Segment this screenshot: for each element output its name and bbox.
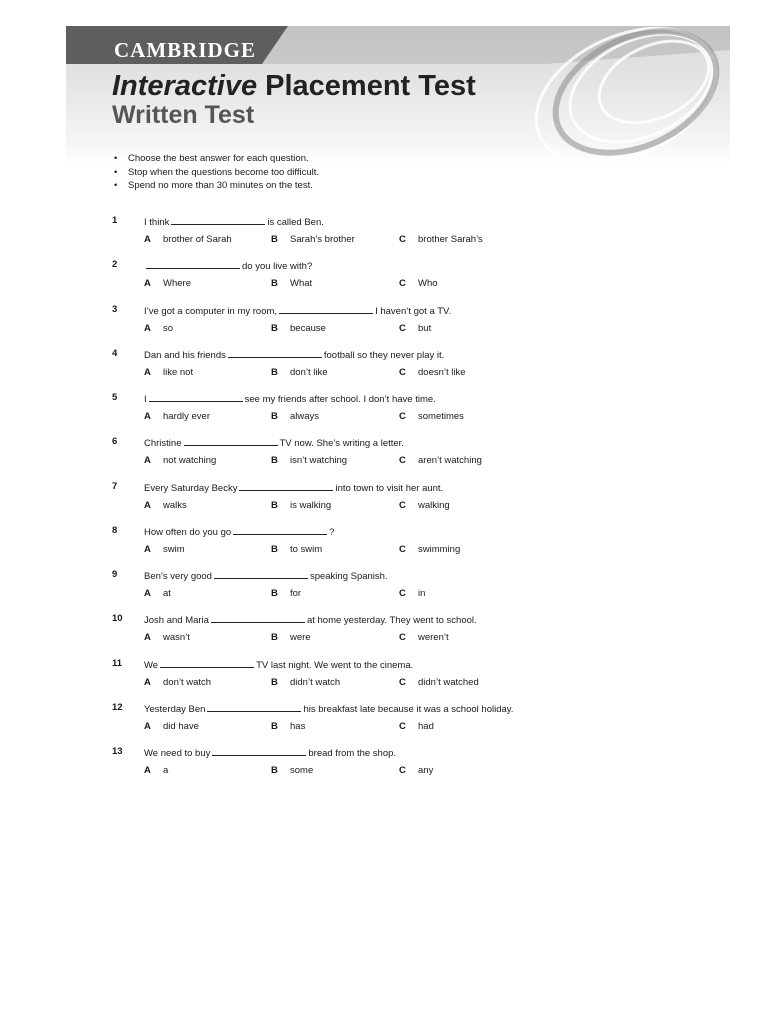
question-text-after: do you live with? xyxy=(242,261,313,272)
option-letter: B xyxy=(271,500,278,511)
instruction-item: • Stop when the questions become too difficult. xyxy=(112,166,319,180)
question-number: 12 xyxy=(112,702,123,713)
option-letter: A xyxy=(144,234,151,245)
option-letter: B xyxy=(271,234,278,245)
brand-logo: CAMBRIDGE xyxy=(114,38,257,62)
option-text: swimming xyxy=(418,544,461,555)
option-letter: B xyxy=(271,367,278,378)
question-text-before: Christine xyxy=(144,438,182,449)
question-number: 4 xyxy=(112,348,118,359)
option-text: at xyxy=(163,588,171,599)
question-text-after: ? xyxy=(329,527,335,538)
option-text: walking xyxy=(418,500,450,511)
option-b[interactable] xyxy=(271,411,319,422)
option-letter: B xyxy=(271,677,278,688)
option-text: Sarah’s brother xyxy=(290,234,355,245)
option-text: any xyxy=(418,765,434,776)
question-text xyxy=(144,525,334,538)
question-text-after: his breakfast late because it was a school holiday. xyxy=(303,704,514,715)
question-item xyxy=(0,746,768,786)
option-letter: A xyxy=(144,765,151,776)
option-letter: C xyxy=(399,677,406,688)
option-letter: B xyxy=(271,323,278,334)
question-text xyxy=(144,746,396,759)
option-a[interactable] xyxy=(144,632,190,643)
option-c[interactable] xyxy=(399,544,460,555)
option-text: Where xyxy=(163,278,191,289)
option-b[interactable] xyxy=(271,721,305,732)
option-c[interactable] xyxy=(399,677,479,688)
question-text-before: Dan and his friends xyxy=(144,350,226,361)
title-italic: Interactive xyxy=(112,70,258,102)
option-letter: C xyxy=(399,765,406,776)
question-number: 5 xyxy=(112,392,118,403)
option-letter: A xyxy=(144,367,151,378)
option-b[interactable] xyxy=(271,588,301,599)
question-text-after: speaking Spanish. xyxy=(309,571,388,582)
question-item xyxy=(0,436,768,476)
option-text: wasn’t xyxy=(163,632,190,643)
option-text: Who xyxy=(418,278,438,289)
option-text: a xyxy=(163,765,169,776)
option-b[interactable] xyxy=(271,765,313,776)
option-b[interactable] xyxy=(271,234,355,245)
question-text-before: I xyxy=(144,394,147,405)
question-text xyxy=(144,215,324,228)
option-text: don’t watch xyxy=(163,677,212,688)
option-letter: A xyxy=(144,500,151,511)
option-text: brother of Sarah xyxy=(163,234,232,245)
answer-blank xyxy=(212,746,306,756)
question-text-before: I think xyxy=(144,217,170,228)
question-text-before: How often do you go xyxy=(144,527,232,538)
option-b[interactable] xyxy=(271,278,312,289)
option-b[interactable] xyxy=(271,632,311,643)
answer-blank xyxy=(149,392,243,402)
question-item xyxy=(0,702,768,742)
option-letter: C xyxy=(399,544,406,555)
option-letter: A xyxy=(144,411,151,422)
question-text-before: Josh and Maria xyxy=(144,615,209,626)
option-b[interactable] xyxy=(271,544,322,555)
option-text: some xyxy=(290,765,314,776)
option-b[interactable] xyxy=(271,500,331,511)
question-item xyxy=(0,304,768,344)
question-text xyxy=(144,436,404,449)
option-text: don’t like xyxy=(290,367,328,378)
question-text xyxy=(144,392,436,405)
option-c[interactable] xyxy=(399,411,464,422)
title-rest: Placement Test xyxy=(257,70,476,102)
option-letter: C xyxy=(399,411,406,422)
question-text-after: is called Ben. xyxy=(267,217,324,228)
question-text-before: We need to buy xyxy=(144,748,211,759)
option-a[interactable] xyxy=(144,455,216,466)
question-number: 13 xyxy=(112,746,123,757)
option-text: to swim xyxy=(290,544,323,555)
question-text xyxy=(144,613,477,626)
question-item xyxy=(0,348,768,388)
option-letter: B xyxy=(271,544,278,555)
option-text: did have xyxy=(163,721,199,732)
question-item xyxy=(0,569,768,609)
answer-blank xyxy=(146,259,240,269)
option-letter: C xyxy=(399,632,406,643)
instruction-item: • Choose the best answer for each question. xyxy=(112,152,319,166)
question-item xyxy=(0,613,768,653)
answer-blank xyxy=(211,613,305,623)
option-letter: B xyxy=(271,278,278,289)
option-c[interactable] xyxy=(399,367,466,378)
instruction-item: • Spend no more than 30 minutes on the test. xyxy=(112,179,319,193)
option-a[interactable] xyxy=(144,765,168,776)
option-letter: C xyxy=(399,323,406,334)
option-letter: C xyxy=(399,367,406,378)
question-item xyxy=(0,481,768,521)
option-letter: A xyxy=(144,588,151,599)
option-text: but xyxy=(418,323,432,334)
option-text: like not xyxy=(163,367,194,378)
option-a[interactable] xyxy=(144,323,173,334)
question-number: 11 xyxy=(112,658,123,669)
option-a[interactable] xyxy=(144,278,191,289)
option-text: has xyxy=(290,721,306,732)
answer-blank xyxy=(171,215,265,225)
option-text: swim xyxy=(163,544,185,555)
answer-blank xyxy=(279,304,373,314)
option-letter: A xyxy=(144,721,151,732)
option-c[interactable] xyxy=(399,278,438,289)
option-text: is walking xyxy=(290,500,332,511)
option-a[interactable] xyxy=(144,411,210,422)
question-item xyxy=(0,392,768,432)
question-number: 9 xyxy=(112,569,118,580)
question-text-after: I haven’t got a TV. xyxy=(375,306,452,317)
option-b[interactable] xyxy=(271,367,328,378)
option-text: sometimes xyxy=(418,411,464,422)
option-a[interactable] xyxy=(144,588,171,599)
question-item xyxy=(0,259,768,299)
question-text-before: We xyxy=(144,660,159,671)
option-text: for xyxy=(290,588,302,599)
option-text: always xyxy=(290,411,320,422)
question-text-after: at home yesterday. They went to school. xyxy=(306,615,477,626)
question-text-before: Yesterday Ben xyxy=(144,704,206,715)
question-number: 2 xyxy=(112,259,118,270)
option-letter: B xyxy=(271,588,278,599)
option-c[interactable] xyxy=(399,765,433,776)
option-a[interactable] xyxy=(144,367,193,378)
option-letter: C xyxy=(399,234,406,245)
answer-blank xyxy=(239,481,333,491)
option-text: walks xyxy=(163,500,187,511)
option-text: in xyxy=(418,588,426,599)
question-text-before: Every Saturday Becky xyxy=(144,483,238,494)
option-text: not watching xyxy=(163,455,217,466)
option-letter: C xyxy=(399,278,406,289)
option-text: weren’t xyxy=(418,632,449,643)
option-text: hardly ever xyxy=(163,411,210,422)
option-letter: A xyxy=(144,455,151,466)
answer-blank xyxy=(233,525,327,535)
option-letter: A xyxy=(144,278,151,289)
question-text xyxy=(144,304,451,317)
instructions-list xyxy=(112,152,319,193)
question-text xyxy=(144,702,513,715)
option-c[interactable] xyxy=(399,455,482,466)
option-letter: B xyxy=(271,765,278,776)
question-text-after: see my friends after school. I don’t have time. xyxy=(244,394,436,405)
option-text: doesn’t like xyxy=(418,367,466,378)
option-c[interactable] xyxy=(399,323,431,334)
option-letter: A xyxy=(144,677,151,688)
question-number: 7 xyxy=(112,481,118,492)
question-text-after: into town to visit her aunt. xyxy=(335,483,444,494)
option-b[interactable] xyxy=(271,677,340,688)
option-text: What xyxy=(290,278,313,289)
option-letter: A xyxy=(144,323,151,334)
question-text-after: TV last night. We went to the cinema. xyxy=(256,660,414,671)
question-text-before: I’ve got a computer in my room, xyxy=(144,306,278,317)
option-c[interactable] xyxy=(399,588,425,599)
question-item xyxy=(0,215,768,255)
question-number: 1 xyxy=(112,215,118,226)
question-text-after: bread from the shop. xyxy=(308,748,397,759)
page-title xyxy=(112,70,476,103)
option-a[interactable] xyxy=(144,677,211,688)
option-letter: C xyxy=(399,721,406,732)
option-c[interactable] xyxy=(399,632,449,643)
question-text-after: TV now. She’s writing a letter. xyxy=(279,438,404,449)
question-number: 6 xyxy=(112,436,118,447)
option-text: didn’t watch xyxy=(290,677,341,688)
option-a[interactable] xyxy=(144,500,187,511)
option-b[interactable] xyxy=(271,323,326,334)
option-text: so xyxy=(163,323,174,334)
option-letter: C xyxy=(399,500,406,511)
option-letter: B xyxy=(271,721,278,732)
question-number: 8 xyxy=(112,525,118,536)
option-a[interactable] xyxy=(144,234,232,245)
option-c[interactable] xyxy=(399,500,450,511)
answer-blank xyxy=(214,569,308,579)
option-text: because xyxy=(290,323,326,334)
option-letter: A xyxy=(144,544,151,555)
option-letter: C xyxy=(399,588,406,599)
answer-blank xyxy=(228,348,322,358)
question-text-before: Ben’s very good xyxy=(144,571,212,582)
option-text: had xyxy=(418,721,434,732)
question-text xyxy=(144,481,443,494)
option-letter: B xyxy=(271,455,278,466)
answer-blank xyxy=(160,658,254,668)
option-a[interactable] xyxy=(144,544,185,555)
option-letter: B xyxy=(271,632,278,643)
question-text xyxy=(144,348,444,361)
question-text xyxy=(144,569,388,582)
question-text xyxy=(144,658,413,671)
question-item xyxy=(0,525,768,565)
option-letter: C xyxy=(399,455,406,466)
option-letter: B xyxy=(271,411,278,422)
question-text-after: football so they never play it. xyxy=(323,350,445,361)
question-item xyxy=(0,658,768,698)
option-text: were xyxy=(290,632,311,643)
option-text: didn’t watched xyxy=(418,677,479,688)
question-number: 3 xyxy=(112,304,118,315)
option-a[interactable] xyxy=(144,721,199,732)
page-subtitle: Written Test xyxy=(112,101,255,129)
option-c[interactable] xyxy=(399,721,434,732)
answer-blank xyxy=(184,436,278,446)
question-number: 10 xyxy=(112,613,123,624)
option-text: brother Sarah’s xyxy=(418,234,483,245)
question-text xyxy=(144,259,312,272)
option-b[interactable] xyxy=(271,455,347,466)
option-letter: A xyxy=(144,632,151,643)
option-text: isn’t watching xyxy=(290,455,348,466)
answer-blank xyxy=(207,702,301,712)
option-text: aren’t watching xyxy=(418,455,482,466)
option-c[interactable] xyxy=(399,234,483,245)
